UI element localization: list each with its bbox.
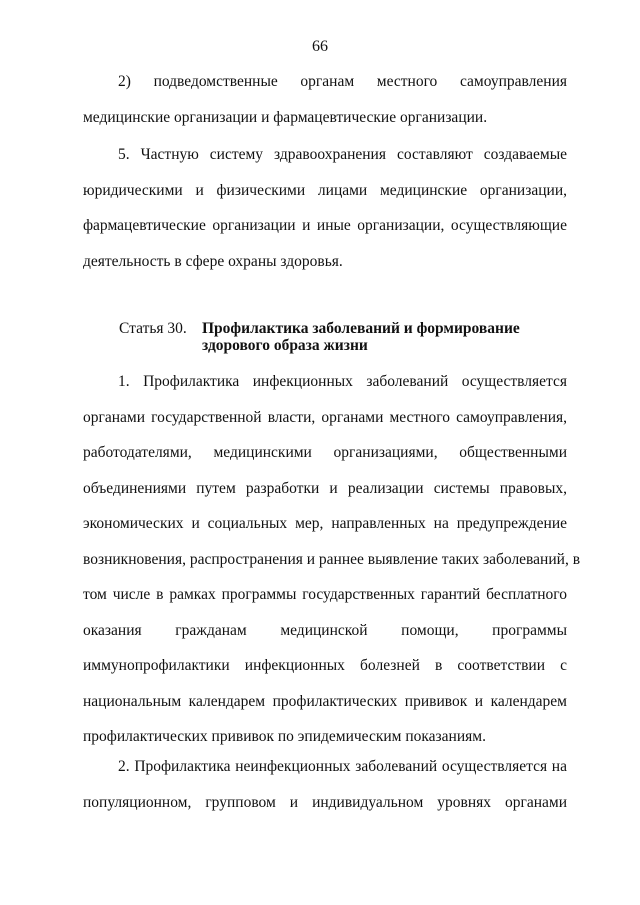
article-title-line: здорового образа жизни: [202, 337, 368, 354]
text-line: 5. Частную систему здравоохранения составляют создаваемые: [118, 146, 567, 163]
article-title: [202, 320, 520, 354]
text-line: популяционном, групповом и индивидуальном уровнях органами: [83, 793, 567, 811]
text-line: экономических и социальных мер, направленных на предупреждение: [83, 515, 567, 532]
text-line: органами государственной власти, органами местного самоуправления,: [83, 408, 567, 426]
text-line: юридическими и физическими лицами медицинские организации,: [83, 181, 567, 199]
text-line: фармацевтические организации и иные организации, осуществляющие: [83, 217, 567, 234]
paragraph-subordinate-organizations: [83, 73, 567, 144]
paragraph-noninfectious-prevention: [83, 758, 567, 829]
text-line: деятельность в сфере охраны здоровья.: [83, 252, 343, 270]
text-line: профилактических прививок по эпидемическим показаниям.: [83, 728, 486, 745]
paragraph-private-healthcare: [83, 146, 567, 288]
text-line: объединениями путем разработки и реализации системы правовых,: [83, 479, 567, 497]
text-line: возникновения, распространения и раннее выявление таких заболеваний, в: [83, 550, 581, 568]
text-line: том числе в рамках программы государственных гарантий бесплатного: [83, 586, 567, 603]
page-number: 66: [312, 38, 328, 55]
text-line: национальным календарем профилактических прививок и календарем: [83, 692, 567, 710]
text-line: иммунопрофилактики инфекционных болезней в соответствии с: [83, 657, 567, 674]
text-line: 2) подведомственные органам местного самоуправления: [118, 73, 567, 90]
article-label: Статья 30.: [119, 320, 187, 337]
text-line: работодателями, медицинскими организациями, общественными: [83, 444, 567, 461]
article-title-line: Профилактика заболеваний и формирование: [202, 320, 520, 337]
text-line: медицинские организации и фармацевтические организации.: [83, 108, 488, 126]
text-line: 2. Профилактика неинфекционных заболеваний осуществляется на: [118, 758, 567, 775]
text-line: 1. Профилактика инфекционных заболеваний осуществляется: [118, 373, 567, 390]
text-line: оказания гражданам медицинской помощи, программы: [83, 621, 567, 639]
paragraph-infectious-prevention: [83, 373, 581, 764]
